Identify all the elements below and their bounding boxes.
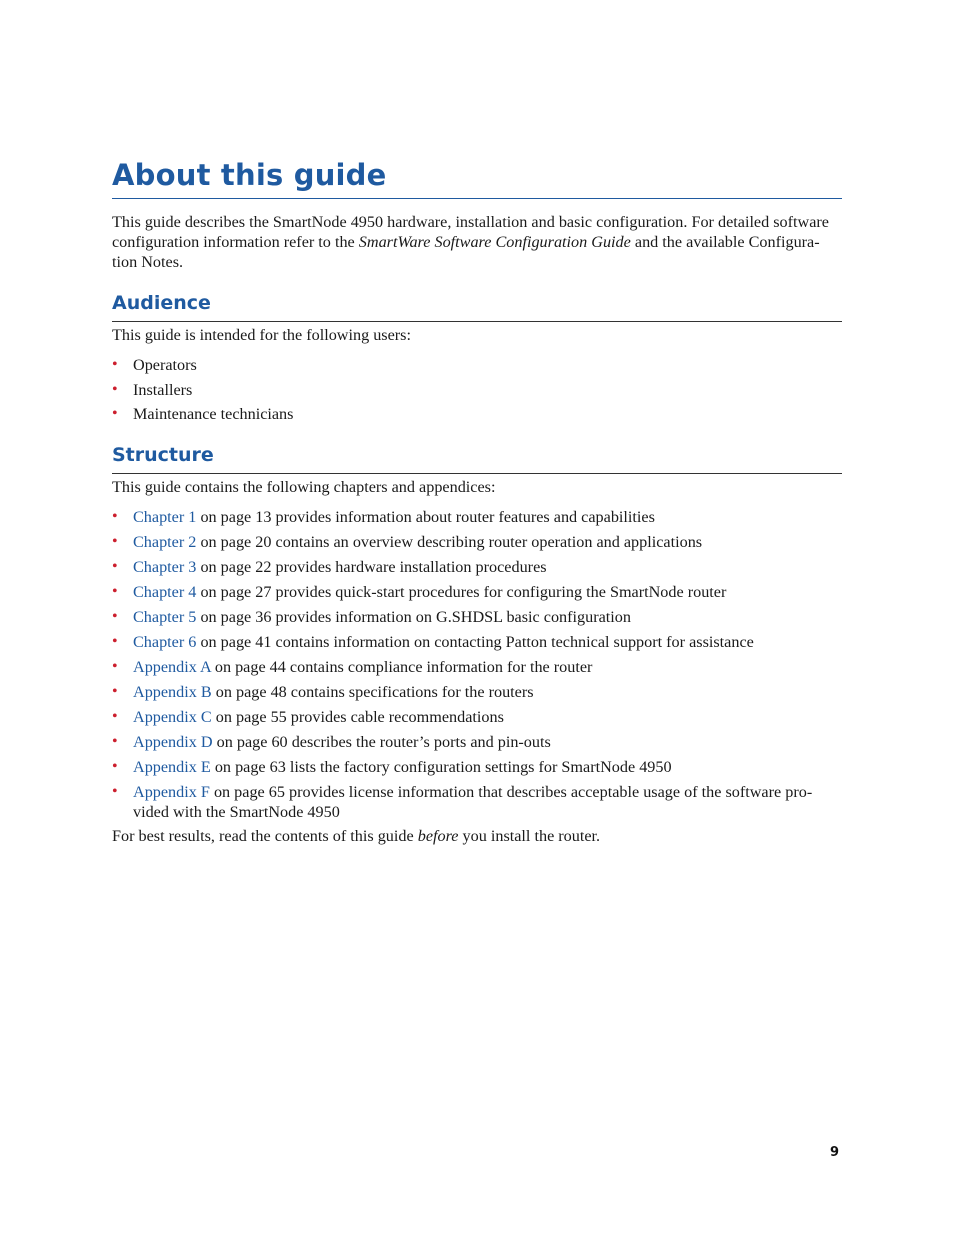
- chapter-description: on page 44 contains compliance information for the router: [210, 658, 593, 676]
- chapter-link[interactable]: Chapter 6: [133, 633, 197, 651]
- structure-item: [112, 557, 842, 577]
- chapter-link[interactable]: Appendix A: [133, 658, 211, 676]
- chapter-description: on page 36 provides information on G.SHDSL basic configuration: [196, 608, 631, 626]
- bullet-icon: •: [112, 405, 118, 422]
- bullet-icon: •: [112, 783, 118, 800]
- bullet-icon: •: [112, 733, 118, 750]
- audience-item: [112, 355, 842, 375]
- bullet-icon: •: [112, 533, 118, 550]
- structure-lead: This guide contains the following chapters and appendices:: [112, 478, 496, 496]
- bullet-icon: •: [112, 633, 118, 650]
- chapter-link[interactable]: Appendix C: [133, 708, 212, 726]
- bullet-icon: •: [112, 583, 118, 600]
- intro-paragraph: [112, 212, 842, 272]
- chapter-link[interactable]: Appendix D: [133, 733, 213, 751]
- intro-text-2: and the available Configura-tion Notes.: [112, 233, 820, 271]
- structure-item: [112, 757, 842, 777]
- title-rule: [112, 198, 842, 199]
- audience-item-label: Maintenance technicians: [133, 405, 294, 423]
- chapter-link[interactable]: Chapter 5: [133, 608, 197, 626]
- chapter-link[interactable]: Appendix B: [133, 683, 212, 701]
- page-number: 9: [830, 1145, 840, 1160]
- bullet-icon: •: [112, 758, 118, 775]
- guide-title: SmartWare Software Configuration Guide: [358, 233, 631, 251]
- chapter-link[interactable]: Chapter 1: [133, 508, 197, 526]
- chapter-link[interactable]: Chapter 2: [133, 533, 197, 551]
- chapter-description: on page 13 provides information about router features and capabilities: [196, 508, 655, 526]
- structure-item: [112, 682, 842, 702]
- bullet-icon: •: [112, 508, 118, 525]
- structure-item: [112, 707, 842, 727]
- structure-heading: Structure: [112, 444, 214, 466]
- structure-item: [112, 607, 842, 627]
- audience-item-label: Operators: [133, 356, 197, 374]
- bullet-icon: •: [112, 658, 118, 675]
- bullet-icon: •: [112, 558, 118, 575]
- audience-lead: This guide is intended for the following users:: [112, 326, 411, 344]
- chapter-description: on page 60 describes the router’s ports and pin-outs: [212, 733, 551, 751]
- closing-emphasis: before: [417, 827, 459, 845]
- bullet-icon: •: [112, 356, 118, 373]
- audience-heading: Audience: [112, 292, 211, 314]
- structure-item: [112, 532, 842, 552]
- audience-item: [112, 404, 842, 424]
- audience-rule: [112, 321, 842, 322]
- chapter-description: on page 27 provides quick-start procedures for configuring the SmartNode router: [196, 583, 727, 601]
- intro-text-1: This guide describes the SmartNode 4950 hardware, installation and basic configuration. For detailed software configuration information refer to the: [112, 213, 829, 251]
- chapter-link[interactable]: Chapter 3: [133, 558, 197, 576]
- audience-list: [112, 355, 842, 429]
- chapter-description: on page 63 lists the factory configuration settings for SmartNode 4950: [210, 758, 672, 776]
- structure-item: [112, 732, 842, 752]
- closing-text-2: you install the router.: [458, 827, 601, 845]
- structure-item: [112, 507, 842, 527]
- page-title: About this guide: [112, 158, 387, 192]
- chapter-description: on page 48 contains specifications for the routers: [211, 683, 534, 701]
- chapter-description: on page 65 provides license information that describes acceptable usage of the software pro-vided with the SmartNode 4950: [133, 783, 813, 821]
- bullet-icon: •: [112, 708, 118, 725]
- structure-list: [112, 507, 842, 827]
- closing-paragraph: [112, 826, 842, 846]
- audience-item-label: Installers: [133, 380, 193, 399]
- chapter-description: on page 20 contains an overview describing router operation and applications: [196, 533, 703, 551]
- audience-item: [112, 380, 842, 400]
- bullet-icon: •: [112, 683, 118, 700]
- structure-item: [112, 782, 842, 822]
- structure-item: [112, 582, 842, 602]
- chapter-description: on page 22 provides hardware installation procedures: [196, 558, 547, 576]
- structure-item: [112, 657, 842, 677]
- bullet-icon: •: [112, 380, 118, 398]
- closing-text-1: For best results, read the contents of this guide: [112, 827, 418, 845]
- chapter-link[interactable]: Chapter 4: [133, 583, 197, 601]
- structure-item: [112, 632, 842, 652]
- bullet-icon: •: [112, 608, 118, 625]
- structure-rule: [112, 473, 842, 474]
- chapter-description: on page 55 provides cable recommendations: [211, 708, 504, 726]
- chapter-link[interactable]: Appendix F: [133, 783, 210, 801]
- chapter-link[interactable]: Appendix E: [133, 758, 211, 776]
- chapter-description: on page 41 contains information on contacting Patton technical support for assistance: [196, 633, 754, 651]
